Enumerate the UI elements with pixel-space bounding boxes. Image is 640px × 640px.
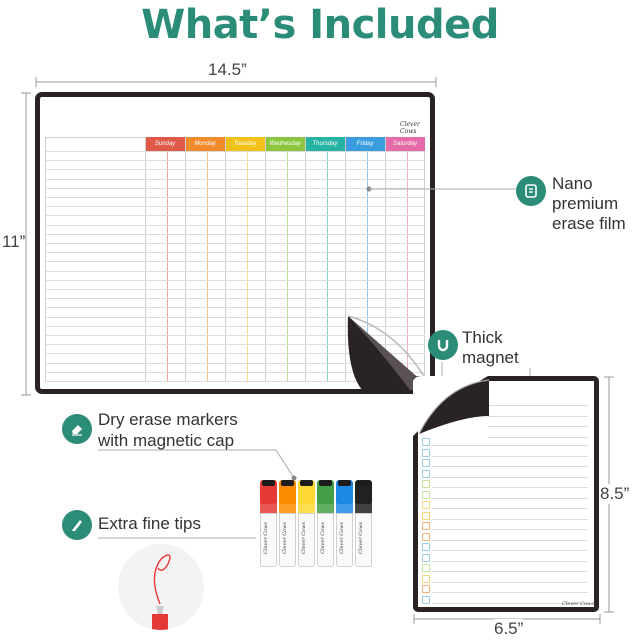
checkbox-icon: [422, 491, 430, 499]
marker-band: [279, 504, 296, 513]
checkbox-icon: [422, 585, 430, 593]
marker-brand-logo: Clever Cows: [301, 522, 307, 554]
marker-magnetic-cap-top: [300, 480, 313, 486]
marker-brand-logo: Clever Cows: [282, 522, 288, 554]
marker-brand-logo: Clever Cows: [320, 522, 326, 554]
big-board-width-label: 14.5”: [208, 60, 247, 79]
checkbox-icon: [422, 575, 430, 583]
day-header-friday: Friday: [345, 137, 385, 151]
film-pointer-line: [366, 186, 518, 192]
marker-band: [260, 504, 277, 513]
day-header-monday: Monday: [185, 137, 225, 151]
checkbox-icon: [422, 512, 430, 520]
marker-magnetic-cap-top: [357, 480, 370, 486]
small-board-width-label: 6.5”: [494, 619, 524, 638]
marker-magnetic-cap-top: [338, 480, 351, 486]
marker-brand-logo: Clever Cows: [358, 522, 364, 554]
marker-band: [355, 504, 372, 513]
marker-red: [260, 480, 277, 570]
markers-feature-text: Dry erase markers with magnetic cap: [98, 410, 238, 450]
marker-band: [336, 504, 353, 513]
marker-brand-logo: Clever Cows: [263, 522, 269, 554]
day-header-tuesday: Tuesday: [225, 137, 265, 151]
checkbox-icon: [422, 449, 430, 457]
marker-green: [317, 480, 334, 570]
marker-band: [298, 504, 315, 513]
tips-feature-text: Extra fine tips: [98, 514, 201, 533]
checkbox-icon: [422, 470, 430, 478]
marker-black: [355, 480, 372, 570]
checkbox-icon: [422, 533, 430, 541]
checkbox-icon: [422, 501, 430, 509]
big-board-height-label: 11”: [2, 232, 26, 251]
film-feature-text: Nano premium erase film: [552, 174, 626, 233]
small-board-height-label: 8.5”: [600, 484, 630, 503]
checkbox-icon: [422, 554, 430, 562]
board-brand-logo: Clever Cows: [400, 121, 420, 135]
day-header-thursday: Thursday: [305, 137, 345, 151]
fine-tip-closeup: [118, 544, 204, 630]
pen-feature-icon: [62, 510, 92, 540]
marker-brand-logo: Clever Cows: [339, 522, 345, 554]
tips-pointer-line: [98, 536, 258, 540]
small-magnet-corner-curl: [413, 376, 493, 438]
day-header-wednesday: Wednesday: [265, 137, 305, 151]
marker-magnetic-cap-top: [319, 480, 332, 486]
checkbox-icon: [422, 596, 430, 604]
checkbox-icon: [422, 480, 430, 488]
marker-band: [317, 504, 334, 513]
marker-orange: [279, 480, 296, 570]
marker-yellow: [298, 480, 315, 570]
magnet-feature-icon: [428, 330, 458, 360]
page-title: What’s Included: [141, 2, 499, 48]
day-header-saturday: Saturday: [385, 137, 425, 151]
checkbox-icon: [422, 438, 430, 446]
checkbox-icon: [422, 564, 430, 572]
markers-pointer-line: [98, 448, 298, 482]
day-header-sunday: Sunday: [145, 137, 185, 151]
small-board-brand-logo: Clever Cows: [562, 601, 594, 607]
marker-magnetic-cap-top: [262, 480, 275, 486]
checkbox-icon: [422, 459, 430, 467]
checkbox-icon: [422, 543, 430, 551]
eraser-feature-icon: [62, 414, 92, 444]
magnet-feature-text: Thick magnet: [462, 328, 519, 367]
checkbox-icon: [422, 522, 430, 530]
film-feature-icon: [516, 176, 546, 206]
marker-blue: [336, 480, 353, 570]
marker-magnetic-cap-top: [281, 480, 294, 486]
